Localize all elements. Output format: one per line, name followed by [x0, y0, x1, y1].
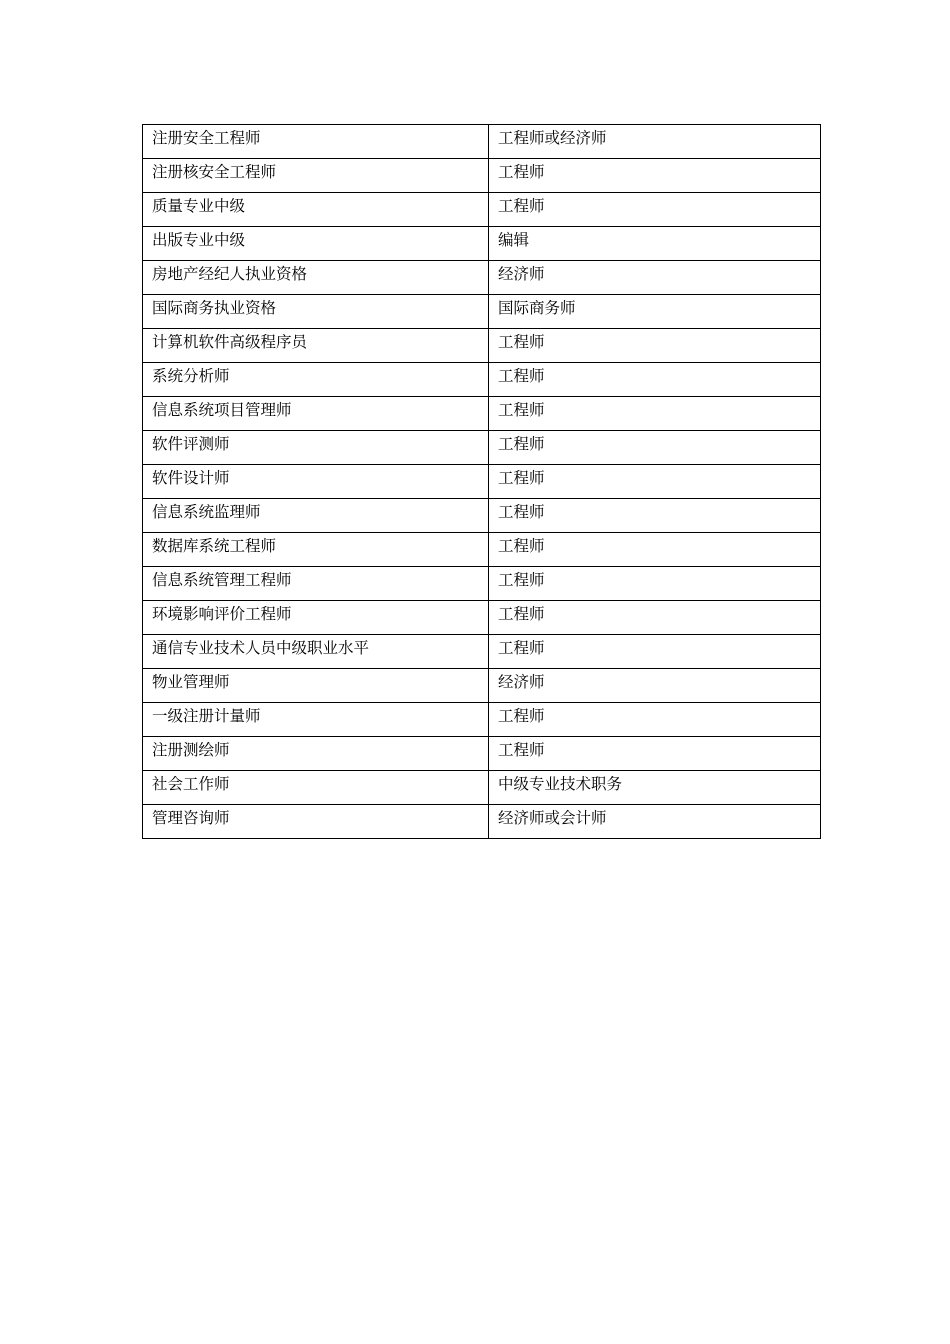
qualification-cell: 软件设计师: [143, 465, 489, 499]
qualification-cell: 系统分析师: [143, 363, 489, 397]
table-row: [143, 397, 821, 431]
title-cell: 工程师: [489, 363, 821, 397]
qualification-cell: 管理咨询师: [143, 805, 489, 839]
qualification-cell: 信息系统监理师: [143, 499, 489, 533]
title-cell: 工程师: [489, 737, 821, 771]
title-cell: 工程师: [489, 159, 821, 193]
title-cell: 工程师: [489, 329, 821, 363]
table-row: [143, 737, 821, 771]
table-row: [143, 805, 821, 839]
table-row: [143, 499, 821, 533]
title-cell: 工程师: [489, 703, 821, 737]
qualification-cell: 注册核安全工程师: [143, 159, 489, 193]
table-row: [143, 465, 821, 499]
title-cell: 工程师: [489, 193, 821, 227]
table-row: [143, 227, 821, 261]
title-cell: 国际商务师: [489, 295, 821, 329]
table-row: [143, 125, 821, 159]
table-row: [143, 669, 821, 703]
table-row: [143, 601, 821, 635]
title-cell: 工程师: [489, 533, 821, 567]
title-cell: 工程师: [489, 567, 821, 601]
table-row: [143, 635, 821, 669]
qualification-cell: 房地产经纪人执业资格: [143, 261, 489, 295]
title-cell: 编辑: [489, 227, 821, 261]
qualification-cell: 软件评测师: [143, 431, 489, 465]
title-cell: 工程师: [489, 465, 821, 499]
title-cell: 工程师: [489, 431, 821, 465]
qualification-cell: 物业管理师: [143, 669, 489, 703]
title-cell: 经济师: [489, 261, 821, 295]
qualification-cell: 国际商务执业资格: [143, 295, 489, 329]
qualification-cell: 出版专业中级: [143, 227, 489, 261]
qualification-cell: 质量专业中级: [143, 193, 489, 227]
qualification-cell: 一级注册计量师: [143, 703, 489, 737]
title-cell: 经济师: [489, 669, 821, 703]
qualification-table: [142, 124, 821, 839]
qualification-cell: 数据库系统工程师: [143, 533, 489, 567]
qualification-cell: 注册测绘师: [143, 737, 489, 771]
title-cell: 中级专业技术职务: [489, 771, 821, 805]
title-cell: 工程师: [489, 601, 821, 635]
table-row: [143, 431, 821, 465]
table-row: [143, 363, 821, 397]
qualification-cell: 环境影响评价工程师: [143, 601, 489, 635]
qualification-cell: 注册安全工程师: [143, 125, 489, 159]
table-row: [143, 295, 821, 329]
table-row: [143, 533, 821, 567]
table-row: [143, 703, 821, 737]
qualification-cell: 社会工作师: [143, 771, 489, 805]
qualification-cell: 通信专业技术人员中级职业水平: [143, 635, 489, 669]
title-cell: 工程师: [489, 635, 821, 669]
table-row: [143, 261, 821, 295]
table-row: [143, 193, 821, 227]
qualification-cell: 信息系统项目管理师: [143, 397, 489, 431]
title-cell: 工程师: [489, 397, 821, 431]
table-row: [143, 159, 821, 193]
title-cell: 工程师或经济师: [489, 125, 821, 159]
table-body: [143, 125, 821, 839]
title-cell: 经济师或会计师: [489, 805, 821, 839]
table-row: [143, 771, 821, 805]
qualification-cell: 计算机软件高级程序员: [143, 329, 489, 363]
title-cell: 工程师: [489, 499, 821, 533]
table-row: [143, 329, 821, 363]
table-row: [143, 567, 821, 601]
qualification-cell: 信息系统管理工程师: [143, 567, 489, 601]
